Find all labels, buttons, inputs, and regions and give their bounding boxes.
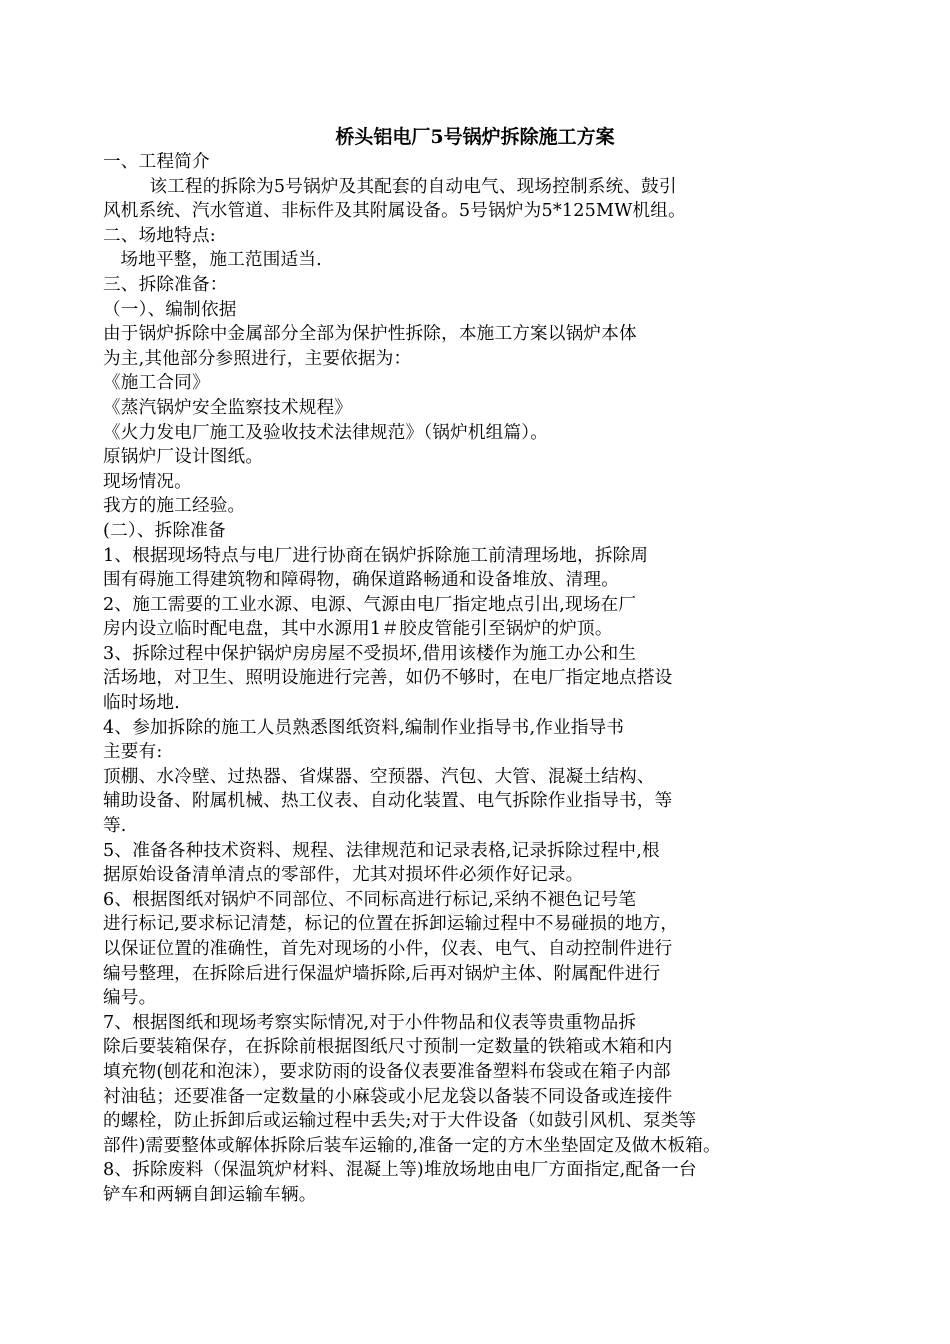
text-line: 《蒸汽锅炉安全监察技术规程》 [103, 397, 353, 418]
text-line: 三、拆除准备： [103, 274, 228, 295]
text-line: 临时场地. [103, 693, 180, 714]
text-line: 编号整理，在拆除后进行保温炉墙拆除,后再对锅炉主体、附属配件进行 [103, 963, 661, 984]
text-line: 2、施工需要的工业水源、电源、气源由电厂指定地点引出,现场在厂 [103, 594, 637, 615]
text-line: 进行标记,要求标记清楚，标记的位置在拆卸运输过程中不易碰损的地方， [103, 914, 679, 935]
text-line: 4、参加拆除的施工人员熟悉图纸资料,编制作业指导书,作业指导书 [103, 717, 625, 738]
text-line: 该工程的拆除为5号锅炉及其配套的自动电气、现场控制系统、鼓引 [103, 176, 677, 197]
text-line: 活场地，对卫生、照明设施进行完善，如仍不够时，在电厂指定地点搭设 [103, 668, 673, 689]
text-line: 1、根据现场特点与电厂进行协商在锅炉拆除施工前清理场地，拆除周 [103, 545, 649, 566]
text-line: 部件)需要整体或解体拆除后装车运输的,准备一定的方木坐垫固定及做木板箱。 [103, 1135, 721, 1156]
text-line: 8、拆除废料（保温筑炉材料、混凝上等)堆放场地由电厂方面指定,配备一台 [103, 1160, 697, 1181]
text-line: 《施工合同》 [103, 373, 210, 394]
text-line: 6、根据图纸对锅炉不同部位、不同标高进行标记,采纳不褪色记号笔 [103, 889, 637, 910]
text-line: 衬油毡；还要准备一定数量的小麻袋或小尼龙袋以备装不同设备或连接件 [103, 1086, 673, 1107]
text-line: （一）、编制依据 [103, 299, 237, 320]
text-line: 等. [103, 816, 127, 837]
text-line: 辅助设备、附属机械、热工仪表、自动化装置、电气拆除作业指导书，等 [103, 791, 673, 812]
text-line: 据原始设备清单清点的零部件，尤其对损坏件必须作好记录。 [103, 865, 584, 886]
text-line: 以保证位置的准确性，首先对现场的小件，仪表、电气、自动控制件进行 [103, 939, 673, 959]
text-line: 编号。 [103, 988, 157, 1009]
text-line: 我方的施工经验。 [103, 496, 246, 517]
text-line: 5、准备各种技术资料、规程、法律规范和记录表格,记录拆除过程中,根 [103, 840, 660, 861]
text-line: 《火力发电厂施工及验收技术法律规范》（锅炉机组篇）。 [103, 422, 549, 443]
text-line: 场地平整，施工范围适当. [103, 250, 322, 271]
document-title: 桥头铝电厂5号锅炉拆除施工方案 [335, 126, 615, 148]
text-line: 7、根据图纸和现场考察实际情况,对于小件物品和仪表等贵重物品拆 [103, 1012, 637, 1033]
text-line: 一、工程简介 [103, 152, 210, 172]
text-line: 顶棚、水冷壁、过热器、省煤器、空预器、汽包、大管、混凝土结构、 [103, 766, 655, 787]
text-line: 房内设立临时配电盘，其中水源用1＃胶皮管能引至锅炉的炉顶。 [103, 619, 613, 640]
document-body [103, 150, 883, 1208]
text-line: 填充物(刨花和泡沫），要求防雨的设备仪表要准备塑料布袋或在箱子内部 [103, 1061, 671, 1082]
text-line: 原锅炉厂设计图纸。 [103, 447, 264, 468]
text-line: 的螺栓，防止拆卸后或运输过程中丢失;对于大件设备（如鼓引风机、泵类等 [103, 1111, 697, 1132]
text-line: (二）、拆除准备 [103, 520, 226, 541]
text-line: 铲车和两辆自卸运输车辆。 [103, 1184, 317, 1205]
text-line: 除后要装箱保存，在拆除前根据图纸尺寸预制一定数量的铁箱或木箱和内 [103, 1037, 673, 1058]
text-line: 风机系统、汽水管道、非标件及其附属设备。5号锅炉为5*125MW机组。 [103, 201, 686, 222]
text-line: 由于锅炉拆除中金属部分全部为保护性拆除，本施工方案以锅炉本体 [103, 324, 637, 345]
text-line: 为主,其他部分参照进行，主要依据为： [103, 348, 412, 369]
text-line: 围有碍施工得建筑物和障碍物，确保道路畅通和设备堆放、清理。 [103, 570, 620, 591]
text-line: 主要有: [103, 742, 163, 763]
text-line: 3、拆除过程中保护锅炉房房屋不受损坏,借用该楼作为施工办公和生 [103, 643, 637, 664]
text-line: 现场情况。 [103, 471, 192, 492]
text-line: 二、场地特点: [103, 225, 216, 246]
